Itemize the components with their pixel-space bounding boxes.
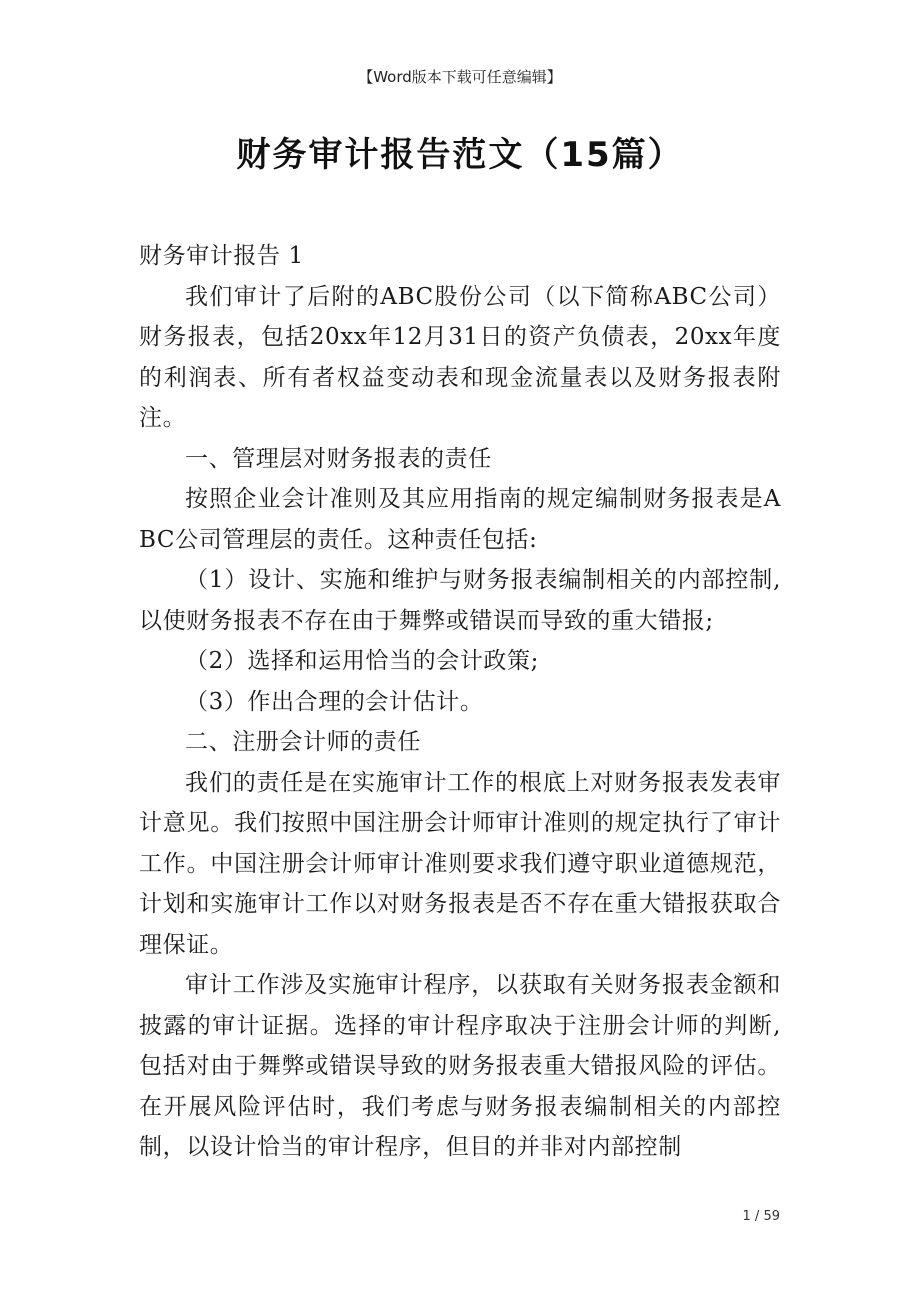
list-item-2: （2）选择和运用恰当的会计政策; <box>185 648 539 674</box>
paragraph-management-responsibility: 按照企业会计准则及其应用指南的规定编制财务报表是ABC公司管理层的责任。这种责任包括: <box>139 486 781 553</box>
section-heading: 财务审计报告 1 <box>139 243 304 269</box>
document-title: 财务审计报告范文（15篇） <box>236 135 684 175</box>
heading-cpa-responsibility: 二、注册会计师的责任 <box>185 729 421 755</box>
list-item-3: （3）作出合理的会计估计。 <box>185 688 484 715</box>
page-number: 1 / 59 <box>742 1209 780 1224</box>
paragraph-cpa-responsibility: 我们的责任是在实施审计工作的根底上对财务报表发表审计意见。我们按照中国注册会计师审计准则的规定执行了审计工作。中国注册会计师审计准则要求我们遵守职业道德规范，计划和实施审计工作以对财务报表是否不存在重大错报获取合理保证。 <box>139 769 781 958</box>
list-item-1: （1）设计、实施和维护与财务报表编制相关的内部控制,以使财务报表不存在由于舞弊或错误而导致的重大错报; <box>139 567 781 634</box>
paragraph-intro: 我们审计了后附的ABC股份公司（以下简称ABC公司）财务报表，包括20xx年12月31日的资产负债表，20xx年度的利润表、所有者权益变动表和现金流量表以及财务报表附注。 <box>139 283 781 431</box>
paragraph-audit-procedures: 审计工作涉及实施审计程序，以获取有关财务报表金额和披露的审计证据。选择的审计程序取决于注册会计师的判断,包括对由于舞弊或错误导致的财务报表重大错报风险的评估。在开展风险评估时，我们考虑与财务报表编制相关的内部控制，以设计恰当的审计程序，但目的并非对内部控制 <box>139 972 781 1160</box>
document-body <box>139 236 781 1168</box>
page-header: 【Word版本下载可任意编辑】 <box>358 68 562 86</box>
heading-management-responsibility: 一、管理层对财务报表的责任 <box>185 445 492 472</box>
